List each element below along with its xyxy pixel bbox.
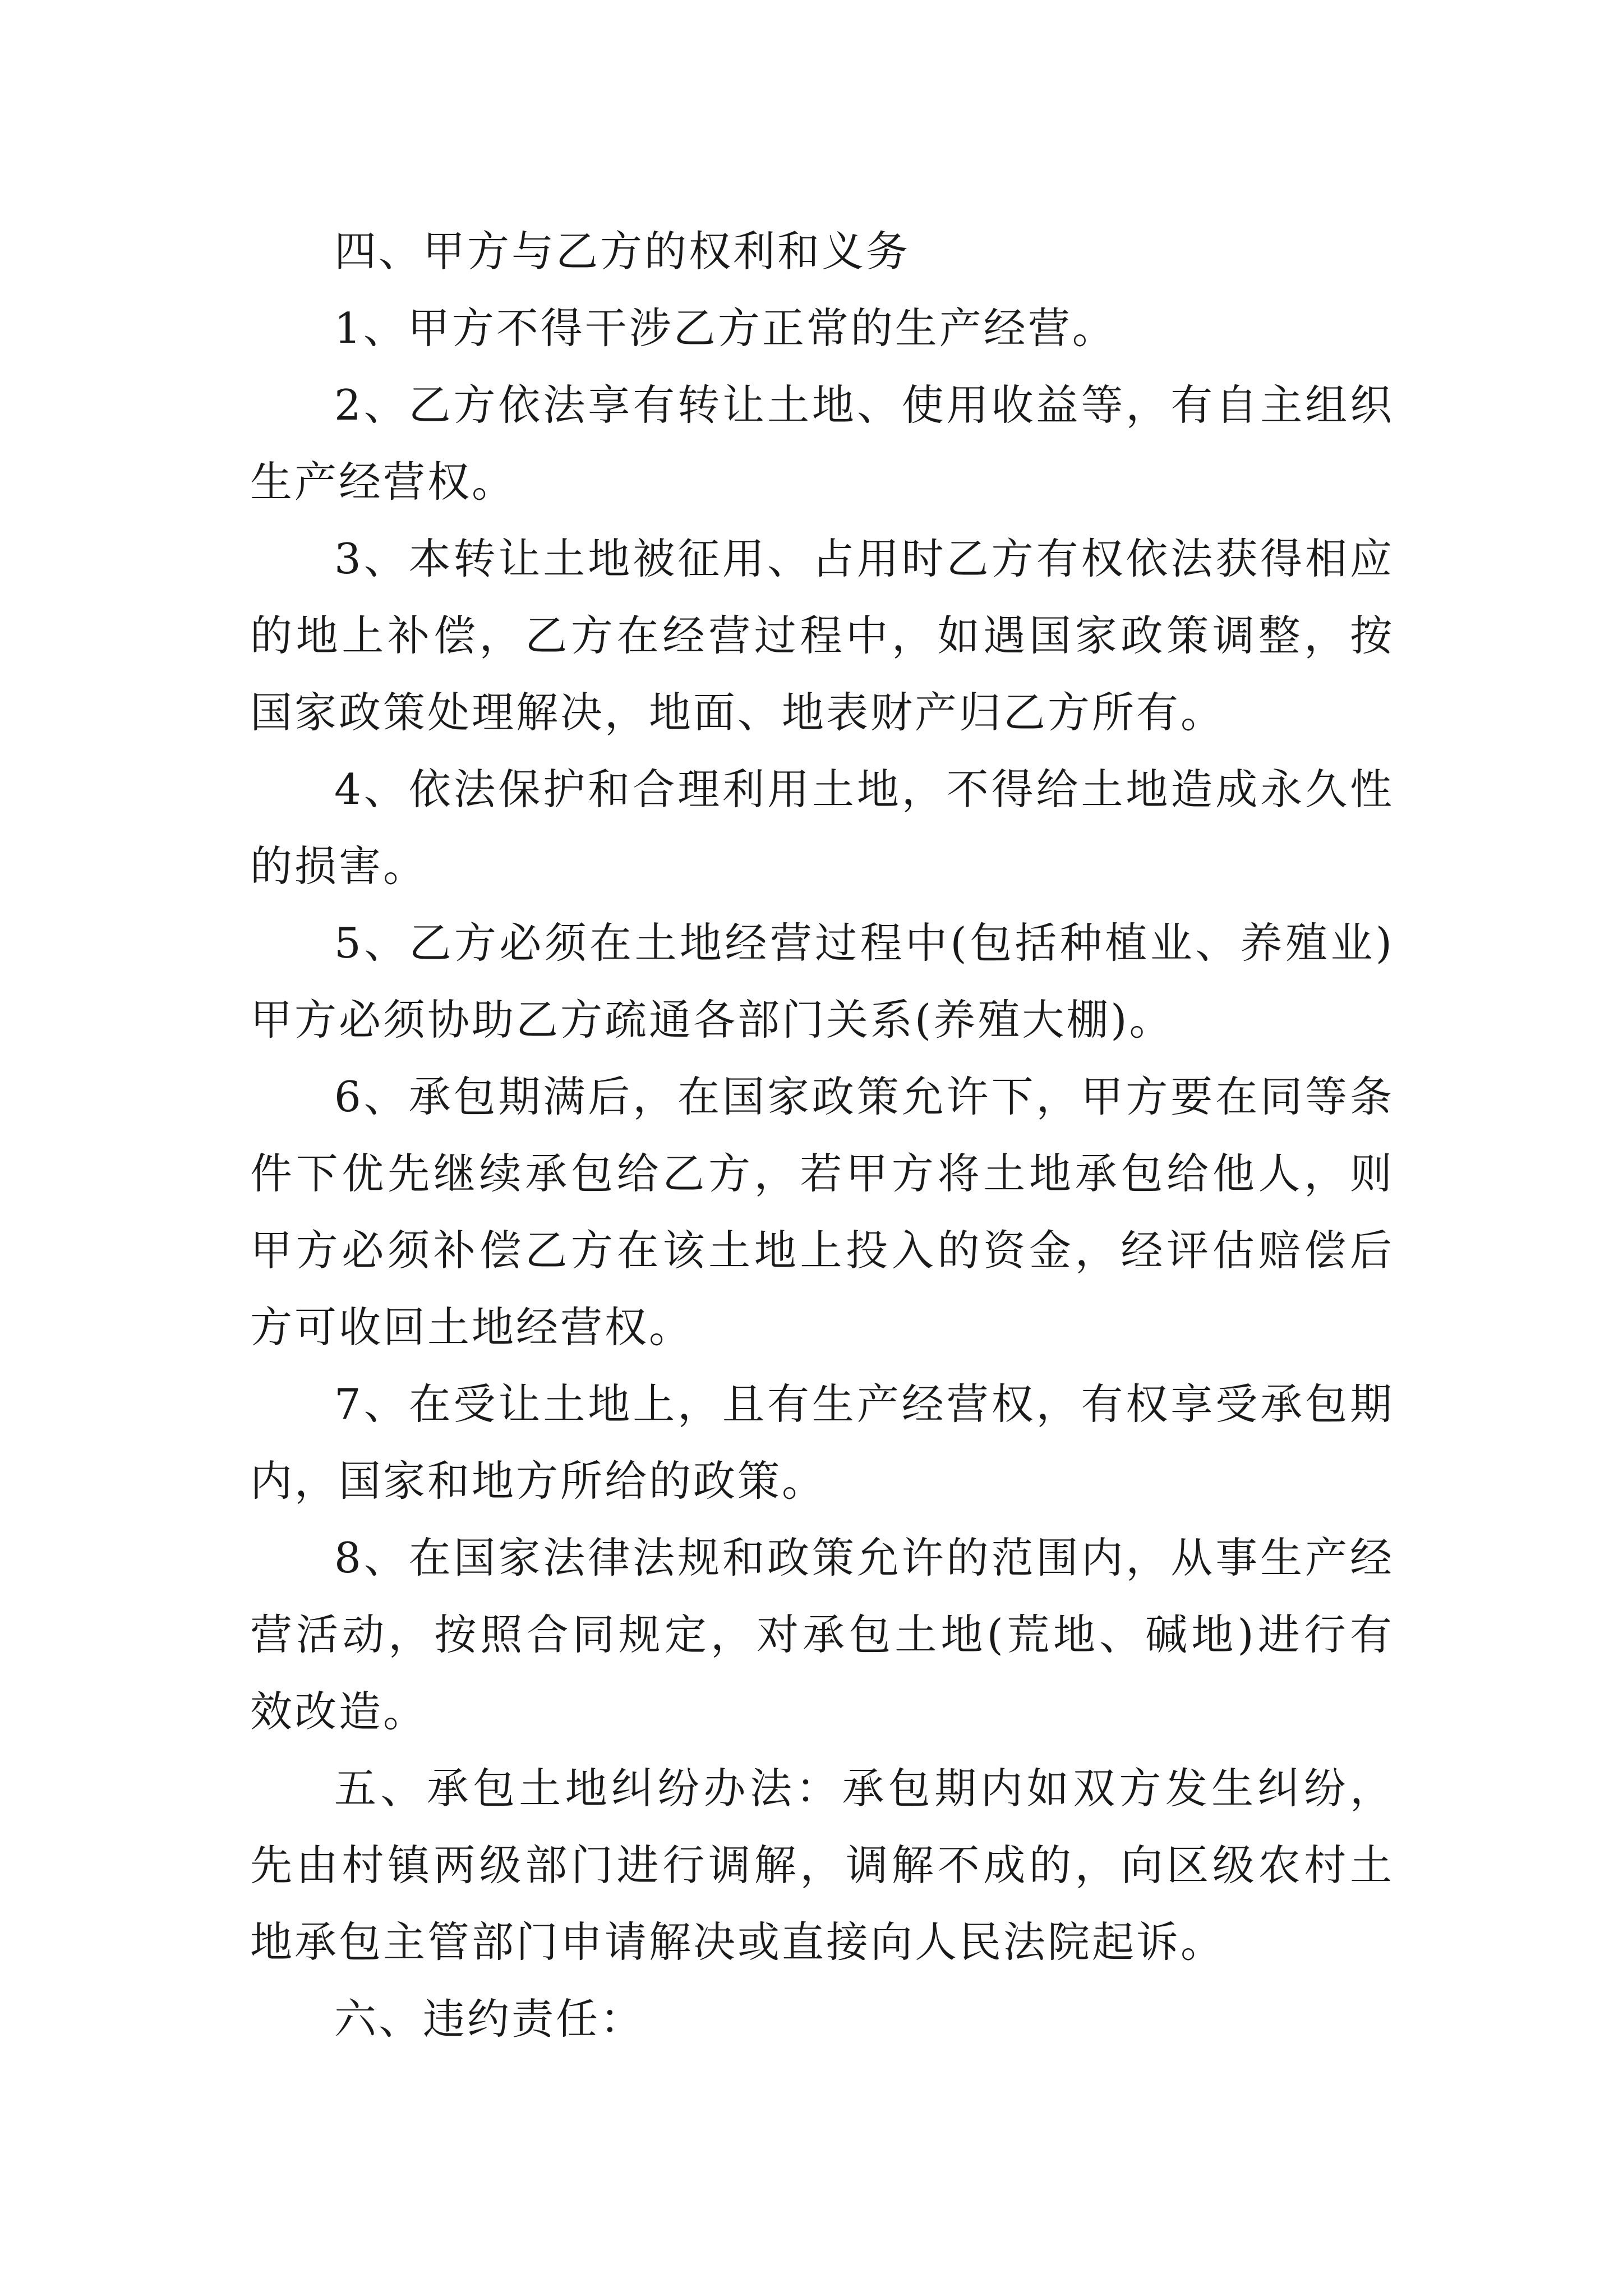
- clause-7: 7、在受让土地上，且有生产经营权，有权享受承包期内，国家和地方所给的政策。: [250, 1379, 1394, 1506]
- clause-4: 4、依法保护和合理利用土地，不得给土地造成永久性的损害。: [250, 765, 1394, 891]
- clause-2: 2、乙方依法享有转让土地、使用收益等，有自主组织生产经营权。: [250, 380, 1394, 507]
- clause-3: 3、本转让土地被征用、占用时乙方有权依法获得相应的地上补偿，乙方在经营过程中，如遇国家政策调整，按国家政策处理解决，地面、地表财产归乙方所有。: [250, 534, 1394, 737]
- clause-5: 5、乙方必须在土地经营过程中(包括种植业、养殖业)甲方必须协助乙方疏通各部门关系(养殖大棚)。: [250, 918, 1394, 1045]
- clause-1: 1、甲方不得干涉乙方正常的生产经营。: [334, 303, 1117, 353]
- document-body: [250, 213, 1394, 2058]
- section-heading-rights-obligations: 四、甲方与乙方的权利和义务: [334, 227, 911, 276]
- clause-6: 6、承包期满后，在国家政策允许下，甲方要在同等条件下优先继续承包给乙方，若甲方将土地承包给他人，则甲方必须补偿乙方在该土地上投入的资金，经评估赔偿后方可收回土地经营权。: [250, 1072, 1394, 1352]
- section-dispute-resolution: 五、承包土地纠纷办法：承包期内如双方发生纠纷，先由村镇两级部门进行调解，调解不成的，向区级农村土地承包主管部门申请解决或直接向人民法院起诉。: [250, 1764, 1394, 1967]
- clause-8: 8、在国家法律法规和政策允许的范围内，从事生产经营活动，按照合同规定，对承包土地(荒地、碱地)进行有效改造。: [250, 1533, 1394, 1736]
- section-heading-liability: 六、违约责任：: [334, 1994, 645, 2044]
